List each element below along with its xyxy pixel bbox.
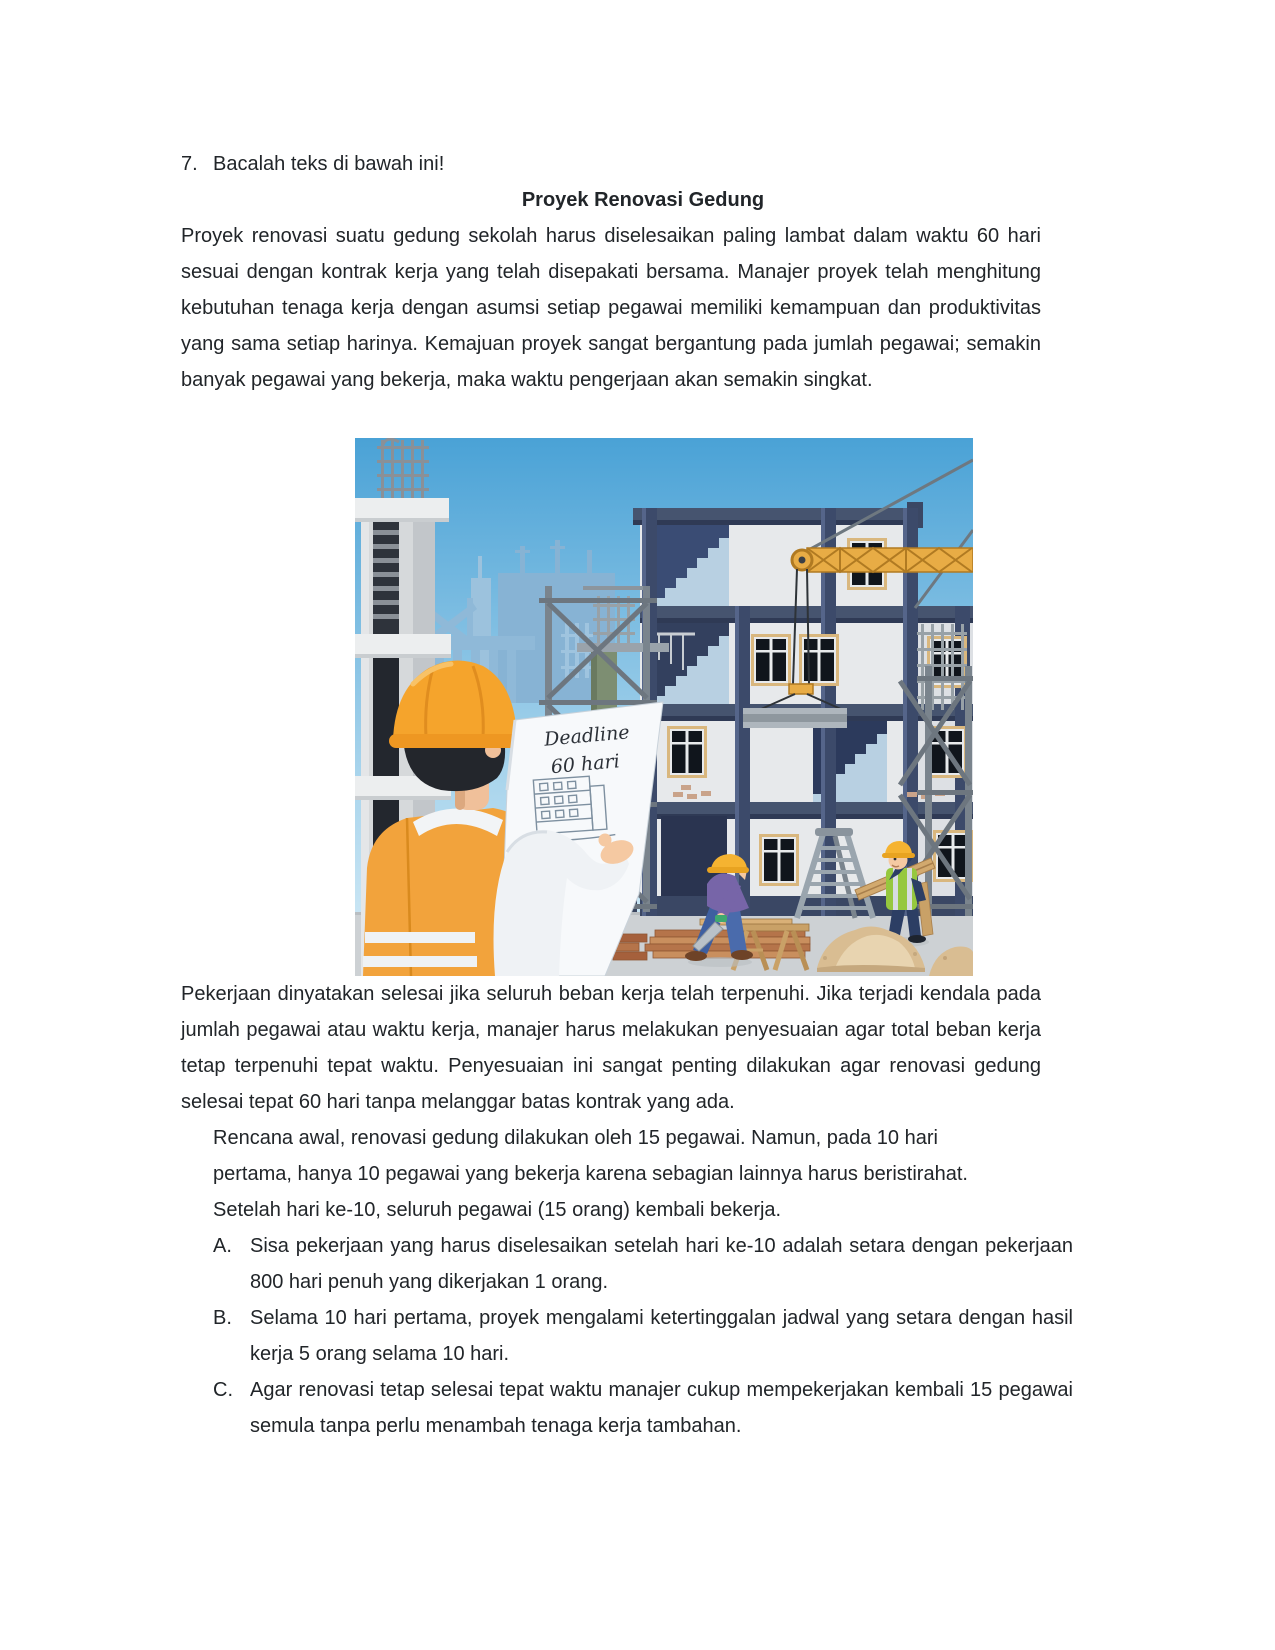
option-text: Sisa pekerjaan yang harus diselesaikan setelah hari ke-10 adalah setara dengan pekerjaan 800 hari penuh yang dikerjakan 1 orang. [250, 1235, 1073, 1293]
crane-hook [789, 684, 813, 694]
option-label: C. [213, 1379, 233, 1401]
window-icon [751, 634, 791, 686]
option-item-b [213, 1300, 1073, 1372]
deadline-text-line2: 60 hari [549, 750, 621, 779]
staircase-mid [655, 620, 729, 704]
paragraph-3-line: Rencana awal, renovasi gedung dilakukan oleh 15 pegawai. Namun, pada 10 hari [213, 1127, 938, 1149]
window-icon [759, 834, 799, 886]
option-item-c [213, 1372, 1073, 1444]
option-text: Selama 10 hari pertama, proyek mengalami ketertinggalan jadwal yang setara dengan hasil kerja 5 orang selama 10 hari. [250, 1307, 1073, 1365]
option-item-a [213, 1228, 1073, 1300]
window-icon [667, 726, 707, 778]
passage-paragraph-1: Proyek renovasi suatu gedung sekolah harus diselesaikan paling lambat dalam waktu 60 hari sesuai dengan kontrak kerja yang telah disepakati bersama. Manajer proyek telah menghitung kebutuhan tenaga kerja dengan asumsi setiap pegawai memiliki kemampuan dan produktivitas yang sama setiap harinya. Kemajuan proyek sangat bergantung pada jumlah pegawai; semakin banyak pegawai yang bekerja, maka waktu pengerjaan akan semakin singkat. [181, 225, 1041, 391]
construction-illustration [355, 438, 973, 976]
crane-boom [807, 548, 973, 572]
option-label: A. [213, 1235, 232, 1257]
question-instruction: Bacalah teks di bawah ini! [213, 153, 445, 175]
document-page [181, 146, 1073, 1444]
steel-beam [743, 708, 847, 728]
window-icon [799, 634, 839, 686]
paragraph-3-line: Setelah hari ke-10, seluruh pegawai (15 orang) kembali bekerja. [213, 1199, 782, 1221]
question-number: 7. [181, 153, 198, 175]
passage-paragraph-3 [213, 1120, 1073, 1228]
passage-paragraph-2: Pekerjaan dinyatakan selesai jika seluruh beban kerja telah terpenuhi. Jika terjadi kendala pada jumlah pegawai atau waktu kerja, manajer harus melakukan penyesuaian agar total beban kerja tetap terpenuhi tepat waktu. Penyesuaian ini sangat penting dilakukan agar renovasi gedung selesai tepat 60 hari tanpa melanggar batas kontrak yang ada. [181, 983, 1041, 1113]
option-label: B. [213, 1307, 232, 1329]
option-text: Agar renovasi tetap selesai tepat waktu manajer cukup mempekerjakan kembali 15 pegawai semula tanpa perlu menambah tenaga kerja tambahan. [250, 1379, 1073, 1437]
passage-title: Proyek Renovasi Gedung [521, 189, 765, 211]
staircase-top [655, 523, 729, 606]
construction-illustration-svg [355, 438, 973, 976]
paragraph-3-line: pertama, hanya 10 pegawai yang bekerja karena sebagian lainnya harus beristirahat. [213, 1163, 968, 1185]
deadline-text-line1: Deadline [543, 721, 631, 751]
question-row [181, 146, 1073, 182]
